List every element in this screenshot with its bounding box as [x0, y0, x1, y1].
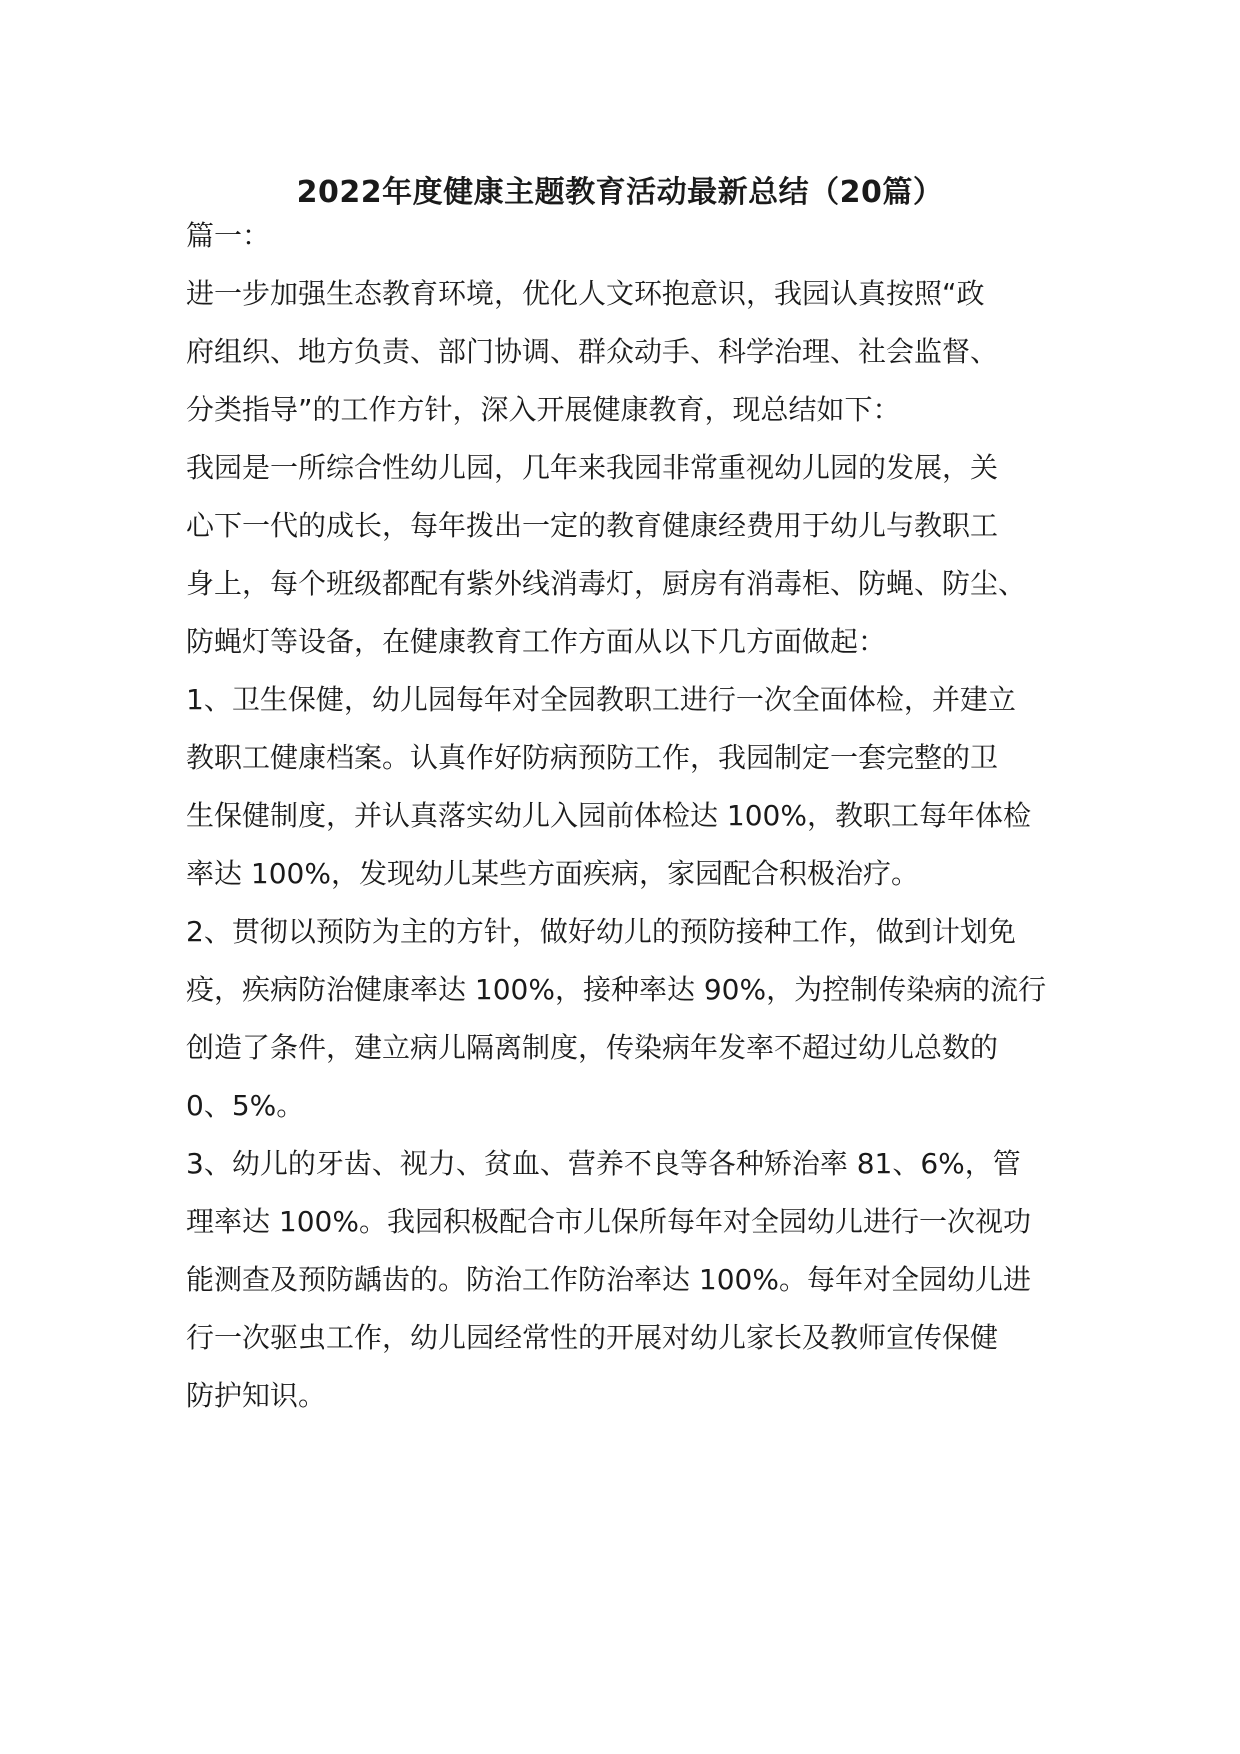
body-line: 分类指导”的工作方针，深入开展健康教育，现总结如下： — [186, 393, 901, 426]
body-line: 进一步加强生态教育环境，优化人文环抱意识，我园认真按照“政 — [186, 277, 985, 310]
body-line: 能测查及预防龋齿的。防治工作防治率达 100%。每年对全园幼儿进 — [186, 1263, 1031, 1296]
body-line: 2、贯彻以预防为主的方针，做好幼儿的预防接种工作，做到计划免 — [186, 915, 1016, 948]
body-line: 疫，疾病防治健康率达 100%，接种率达 90%，为控制传染病的流行 — [186, 973, 1047, 1006]
body-line: 率达 100%，发现幼儿某些方面疾病，家园配合积极治疗。 — [186, 857, 919, 890]
body-line: 生保健制度，并认真落实幼儿入园前体检达 100%，教职工每年体检 — [186, 799, 1031, 832]
body-line: 府组织、地方负责、部门协调、群众动手、科学治理、社会监督、 — [186, 335, 999, 368]
body-line: 理率达 100%。我园积极配合市儿保所每年对全园幼儿进行一次视功 — [186, 1205, 1031, 1238]
body-line: 3、幼儿的牙齿、视力、贫血、营养不良等各种矫治率 81、6%，管 — [186, 1147, 1021, 1180]
body-line: 0、5%。 — [186, 1089, 305, 1122]
body-line: 1、卫生保健，幼儿园每年对全园教职工进行一次全面体检，并建立 — [186, 683, 1016, 716]
body-line: 行一次驱虫工作，幼儿园经常性的开展对幼儿家长及教师宣传保健 — [186, 1321, 999, 1354]
body-line: 身上，每个班级都配有紫外线消毒灯，厨房有消毒柜、防蝇、防尘、 — [186, 567, 1027, 600]
section-heading: 篇一： — [186, 219, 271, 252]
body-line: 心下一代的成长，每年拨出一定的教育健康经费用于幼儿与教职工 — [186, 509, 999, 542]
body-line: 防护知识。 — [186, 1379, 327, 1412]
body-line: 教职工健康档案。认真作好防病预防工作，我园制定一套完整的卫 — [186, 741, 999, 774]
body-line: 创造了条件，建立病儿隔离制度，传染病年发率不超过幼儿总数的 — [186, 1031, 999, 1064]
body-line: 防蝇灯等设备，在健康教育工作方面从以下几方面做起： — [186, 625, 887, 658]
document-title: 2022年度健康主题教育活动最新总结（20篇） — [296, 175, 944, 210]
body-line: 我园是一所综合性幼儿园，几年来我园非常重视幼儿园的发展，关 — [186, 451, 999, 484]
